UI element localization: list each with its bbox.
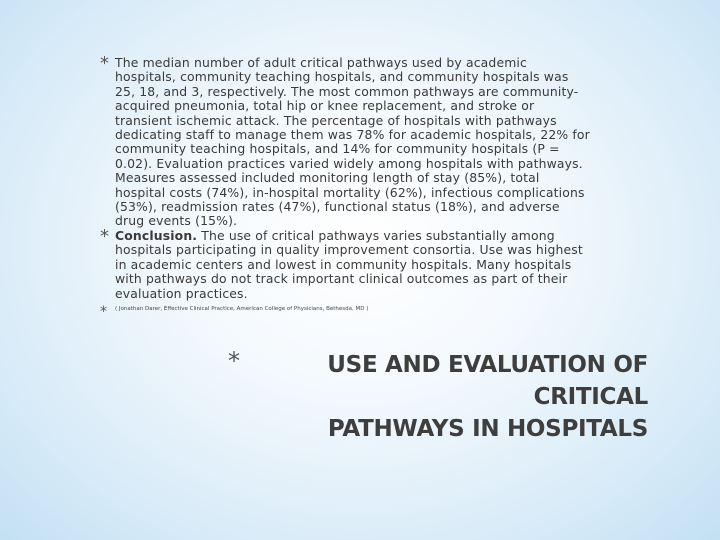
title-marker: * bbox=[228, 347, 240, 375]
conclusion-lead: Conclusion. bbox=[115, 227, 198, 243]
conclusion-text: The use of critical pathways varies substantially among hospitals participating in quality improvement consortia. Use was highest in academic centers and lowest in community hospitals. Many hospitals with pathways do not track important clinical outcomes as part of their evaluation practices. bbox=[115, 227, 583, 301]
bullet-marker: * bbox=[100, 303, 107, 320]
title-line-2: PATHWAYS IN HOSPITALS bbox=[327, 416, 648, 442]
conclusion-bullet bbox=[100, 225, 590, 301]
bullet-marker: * bbox=[100, 53, 110, 74]
results-bullet bbox=[100, 53, 590, 229]
citation-text: ( Jonathan Darer, Effective Clinical Practice, American College of Physicians, Bethesda, MD ) bbox=[115, 305, 369, 312]
slide-title bbox=[228, 349, 648, 445]
slide-body bbox=[100, 53, 590, 320]
results-text: The median number of adult critical pathways used by academic hospitals, community teaching hospitals, and community hospitals was 25, 18, and 3, respectively. The most common pathways are community-acquired pneumonia, total hip or knee replacement, and stroke or transient ischemic attack. The percentage of hospitals with pathways dedicating staff to manage them was 78% for academic hospitals, 22% for community teaching hospitals, and 14% for community hospitals (P = 0.02). Evaluation practices varied widely among hospitals with pathways. Measures assessed included monitoring length of stay (85%), total hospital costs (74%), in-hospital mortality (62%), infectious complications (53%), readmission rates (47%), functional status (18%), and adverse drug events (15%). bbox=[115, 55, 590, 229]
citation bbox=[100, 303, 590, 320]
title-line-1: USE AND EVALUATION OF CRITICAL bbox=[327, 352, 648, 410]
bullet-marker: * bbox=[100, 225, 110, 247]
